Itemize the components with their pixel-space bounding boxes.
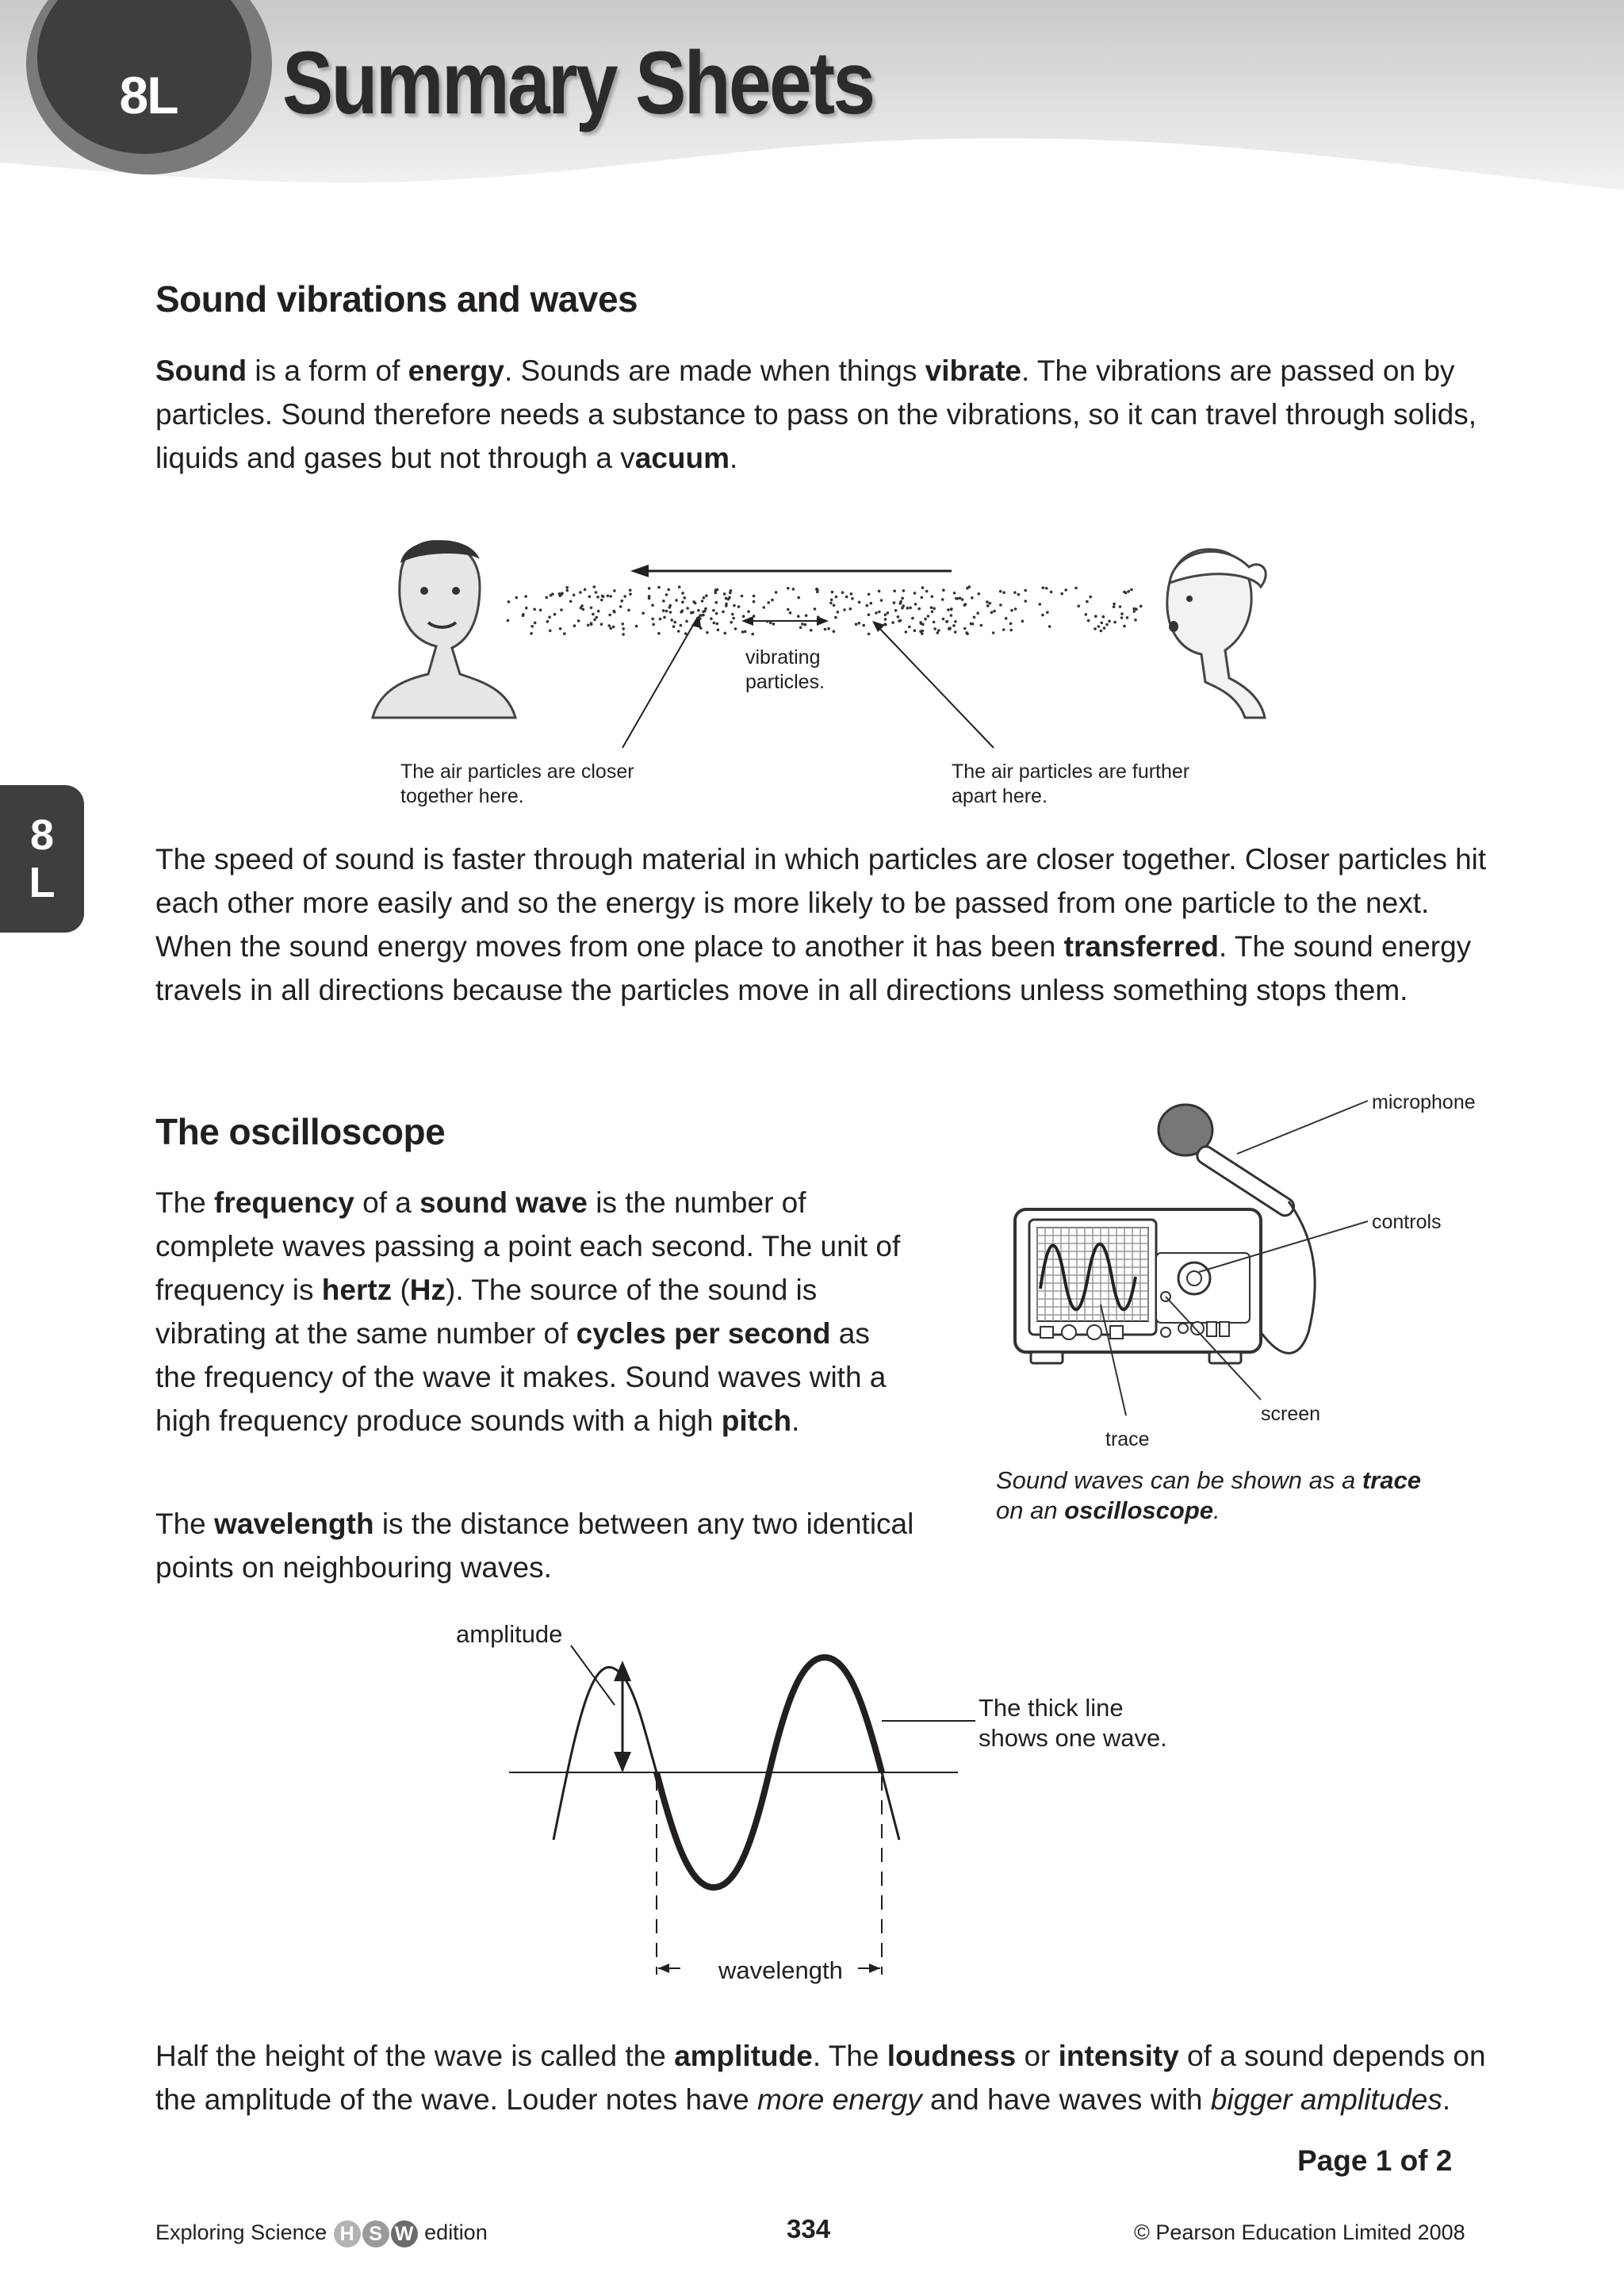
section-heading-sound-vibrations: Sound vibrations and waves: [155, 278, 638, 320]
footer-series-suffix: edition: [424, 2220, 488, 2245]
side-tab-number: 8: [29, 811, 55, 859]
badge-s-icon: S: [362, 2220, 389, 2247]
badge-w-icon: W: [391, 2220, 418, 2247]
oscilloscope-device-icon: [1015, 1209, 1261, 1363]
side-chapter-tab: [0, 785, 84, 933]
side-tab-letter: L: [29, 859, 56, 906]
wavelength-label: wavelength: [718, 1956, 843, 1984]
wave-diagram: [500, 1649, 1023, 1983]
thick-line-label-2: shows one wave.: [979, 1724, 1167, 1752]
air-particles: [507, 585, 1143, 635]
controls-label: controls: [1372, 1211, 1442, 1233]
thick-line-label-1: The thick line: [979, 1694, 1124, 1722]
man-face-icon: [373, 540, 515, 718]
oscilloscope-caption: Sound waves can be shown as a trace on an oscilloscope.: [996, 1466, 1421, 1524]
speed-of-sound-paragraph: The speed of sound is faster through material in which particles are closer together. Closer particles hit each other more easily and so the energy is more likely to be passed from one particle to the next. When the sound energy moves from one place to another it has been transferred. The sound energy travels in all directions because the particles move in all directions unless something stops them.: [155, 843, 1487, 1006]
vibrating-particles-label: vibrating particles.: [745, 646, 825, 693]
woman-face-icon: [1167, 550, 1266, 718]
trace-label: trace: [1105, 1428, 1150, 1450]
further-particles-label: The air particles are further apart here.: [952, 761, 1190, 807]
footer-series: [155, 2220, 488, 2247]
section-heading-oscilloscope: The oscilloscope: [155, 1111, 446, 1152]
microphone-label: microphone: [1372, 1091, 1476, 1113]
page-indicator: Page 1 of 2: [1297, 2144, 1453, 2177]
badge-h-icon: H: [334, 2220, 361, 2247]
wavelength-paragraph: The wavelength is the distance between any two identical points on neighbouring waves.: [155, 1508, 914, 1584]
closer-particles-label: The air particles are closer together here.: [400, 761, 634, 807]
footer-page-number: 334: [787, 2214, 831, 2243]
screen-label: screen: [1261, 1403, 1321, 1425]
footer-copyright: © Pearson Education Limited 2008: [1134, 2220, 1465, 2244]
frequency-paragraph: The frequency of a sound wave is the number of complete waves passing a point each second. The unit of frequency is hertz (Hz). The source of the sound is vibrating at the same number of cycles per second as the frequency of the wave it makes. Sound waves with a high frequency produce sounds with a high pitch.: [155, 1186, 901, 1437]
footer-series-prefix: Exploring Science: [155, 2220, 327, 2245]
sound-intro-paragraph: Sound is a form of energy. Sounds are made when things vibrate. The vibrations are passed on by particles. Sound therefore needs a substance to pass on the vibrations, so it can travel through solids, liquids and gases but not through a vacuum.: [155, 354, 1477, 474]
oscilloscope-figure: [1007, 1094, 1499, 1459]
page-title: Summary Sheets: [282, 33, 874, 132]
chapter-code: 8L: [119, 66, 178, 125]
amplitude-label: amplitude: [456, 1620, 563, 1648]
sound-particles-figure: [349, 527, 1285, 734]
amplitude-paragraph: Half the height of the wave is called the amplitude. The loudness or intensity of a sound depends on the amplitude of the wave. Louder notes have more energy and have waves with bigger amplitudes.: [155, 2040, 1486, 2116]
